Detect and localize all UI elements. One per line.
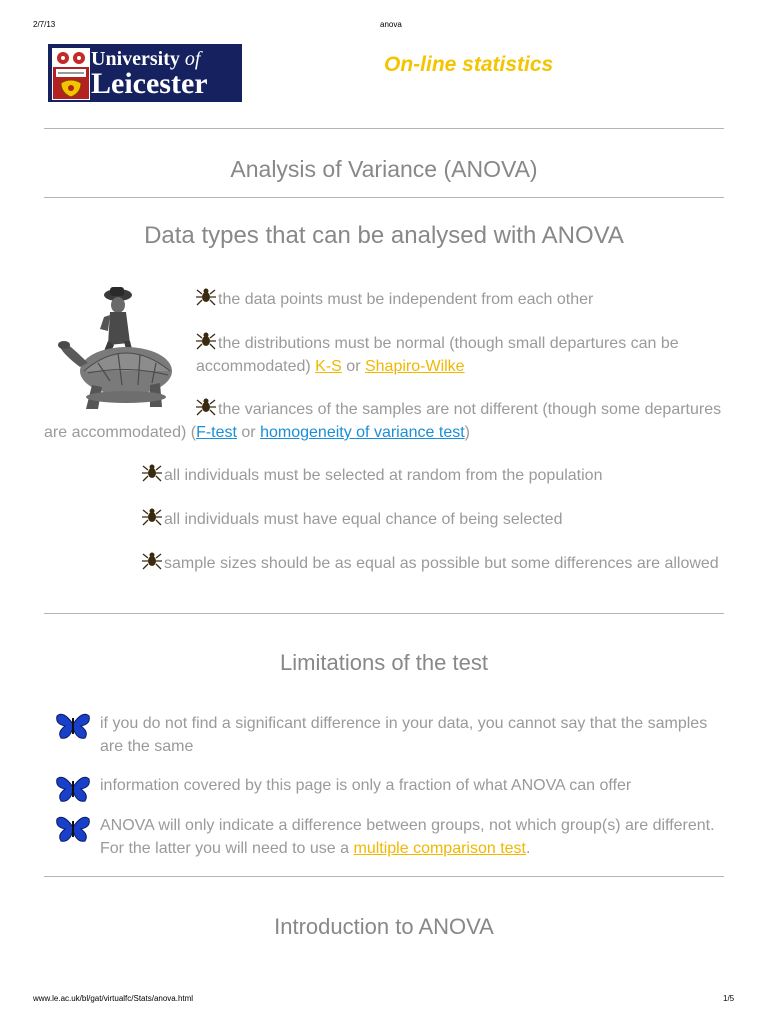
section-heading-intro: Introduction to ANOVA [274,914,494,939]
spider-bullet-icon [142,506,162,526]
divider [44,613,724,614]
spider-bullet-icon [196,330,216,350]
section-heading-data-types: Data types that can be analysed with ANOVA [144,222,624,249]
spider-bullet-icon [142,550,162,570]
page-title: Analysis of Variance (ANOVA) [230,156,538,182]
homogeneity-of-variance-test-link[interactable]: homogeneity of variance test [260,424,465,441]
list-item-data-type-2: the distributions must be normal (though small departures can be accommodated) K-S or Shapiro-Wilke [196,330,726,378]
divider [44,876,724,877]
list-item-limitation-3: ANOVA will only indicate a difference between groups, not which group(s) are different. For the latter you will need to use a multiple comparison test. [100,817,715,857]
print-date: 2/7/13 [33,20,56,29]
logo-leicester-text: Leicester [91,67,208,100]
print-url: www.le.ac.uk/bl/gat/virtualfc/Stats/anova.html [33,994,194,1003]
list-item-data-type-6: sample sizes should be as equal as possible but some differences are allowed [142,550,732,575]
list-item-limitation-1: if you do not find a significant difference in your data, you cannot say that the samples are the same [100,715,708,755]
list-item-data-type-3: the variances of the samples are not different (though some departures are accommodated) (F-test or homogeneity of variance test) [44,396,728,444]
list-item-data-type-5: all individuals must have equal chance of being selected [142,506,732,531]
butterfly-bullet-icon [55,813,91,843]
university-logo[interactable] [48,44,242,102]
shapiro-wilke-link[interactable]: Shapiro-Wilke [364,358,465,375]
divider [44,128,724,129]
butterfly-bullet-icon [55,773,91,803]
list-item-data-type-1: the data points must be independent from each other [196,286,726,311]
print-page-number: 1/5 [723,994,735,1003]
list-item-data-type-4: all individuals must be selected at random from the population [142,462,732,487]
site-title: On-line statistics [384,53,554,76]
f-test-link[interactable]: F-test [196,424,237,441]
crest-icon [52,48,90,100]
spider-bullet-icon [142,462,162,482]
ks-test-link[interactable]: K-S [315,358,342,375]
print-title: anova [380,20,402,29]
section-heading-limitations: Limitations of the test [280,650,488,675]
multiple-comparison-test-link[interactable]: multiple comparison test [353,840,526,857]
logo-university-text: University of [91,48,201,70]
list-item-limitation-2: information covered by this page is only a fraction of what ANOVA can offer [100,777,632,794]
divider [44,197,724,198]
butterfly-bullet-icon [55,710,91,740]
spider-bullet-icon [196,286,216,306]
spider-bullet-icon [196,396,216,416]
boy-riding-tortoise-illustration [58,285,178,413]
